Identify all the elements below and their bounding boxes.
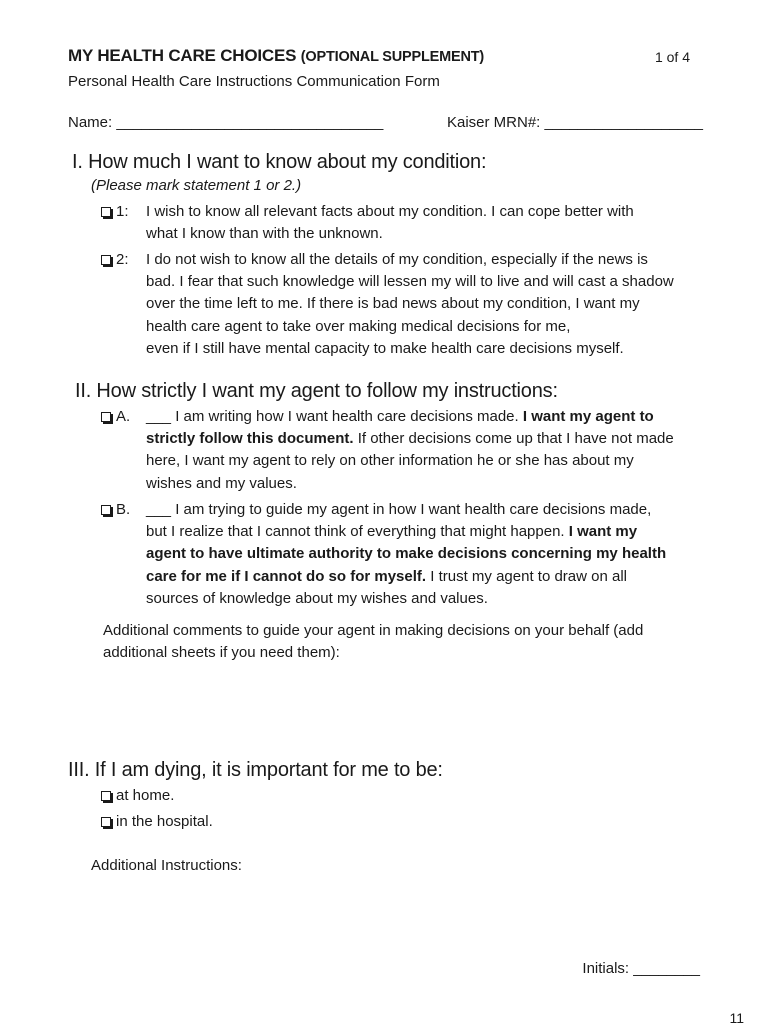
mrn-field[interactable]: Kaiser MRN#: ___________________ (447, 114, 704, 131)
option-b-line: ___ I am trying to guide my agent in how I want health care decisions made, (146, 501, 652, 518)
option-b-line: but I realize that I cannot think of everything that might happen. I want my (146, 523, 638, 541)
section-1-heading: I. How much I want to know about my condition: (72, 151, 487, 173)
option-2-marker[interactable]: 2: (101, 249, 129, 271)
checkbox-icon[interactable] (101, 791, 111, 801)
option-1-marker[interactable]: 1: (101, 201, 129, 223)
option-2-line: even if I still have mental capacity to make health care decisions myself. (146, 339, 624, 357)
option-2-line: over the time left to me. If there is bad news about my condition, I want my (146, 295, 640, 313)
option-1-line: I wish to know all relevant facts about my condition. I can cope better with (146, 203, 634, 220)
checkbox-icon[interactable] (101, 255, 111, 265)
form-title (68, 46, 484, 66)
page-number: 11 (729, 1010, 744, 1026)
additional-comments-area[interactable] (103, 668, 703, 748)
initials-field[interactable]: Initials: ________ (582, 960, 700, 977)
additional-comments-prompt: Additional comments to guide your agent in making decisions on your behalf (add additional sheets if you need them): (103, 622, 644, 662)
option-b-line: agent to have ultimate authority to make decisions concerning my health (146, 545, 667, 563)
option-b-marker[interactable]: B. (101, 499, 130, 521)
option-a-line: wishes and my values. (146, 474, 297, 492)
form-title-suffix: (OPTIONAL SUPPLEMENT) (300, 49, 485, 65)
page-of-indicator: 1 of 4 (654, 49, 690, 65)
option-a-line: ___ I am writing how I want health care decisions made. I want my agent to (146, 408, 654, 425)
section-2-heading: II. How strictly I want my agent to follow my instructions: (75, 380, 558, 402)
option-at-home[interactable]: at home. (101, 787, 174, 804)
option-b-line: care for me if I cannot do so for myself. I trust my agent to draw on all (146, 567, 628, 585)
section-1-note: (Please mark statement 1 or 2.) (91, 177, 302, 194)
checkbox-icon[interactable] (101, 412, 111, 422)
option-b-line: sources of knowledge about my wishes and values. (146, 589, 488, 607)
form-title-main: MY HEALTH CARE CHOICES (68, 46, 297, 65)
section-3-heading: III. If I am dying, it is important for me to be: (68, 759, 443, 781)
option-2-line: health care agent to take over making medical decisions for me, (146, 317, 571, 335)
form-subtitle: Personal Health Care Instructions Communication Form (68, 73, 440, 90)
option-in-hospital[interactable]: in the hospital. (101, 813, 213, 830)
additional-instructions-area[interactable] (91, 882, 691, 952)
checkbox-icon[interactable] (101, 817, 111, 827)
name-field[interactable]: Name: ________________________________ (68, 114, 384, 131)
option-a-line: strictly follow this document. If other decisions come up that I have not made (146, 430, 674, 448)
checkbox-icon[interactable] (101, 505, 111, 515)
option-a-line: here, I want my agent to rely on other information he or she has about my (146, 452, 634, 470)
option-a-marker[interactable]: A. (101, 406, 130, 428)
additional-instructions-label: Additional Instructions: (91, 857, 242, 874)
checkbox-icon[interactable] (101, 207, 111, 217)
option-2-line: bad. I fear that such knowledge will lessen my will to live and will cast a shadow (146, 273, 674, 291)
option-2-line: I do not wish to know all the details of my condition, especially if the news is (146, 251, 648, 268)
option-1-line: what I know than with the unknown. (146, 225, 383, 243)
